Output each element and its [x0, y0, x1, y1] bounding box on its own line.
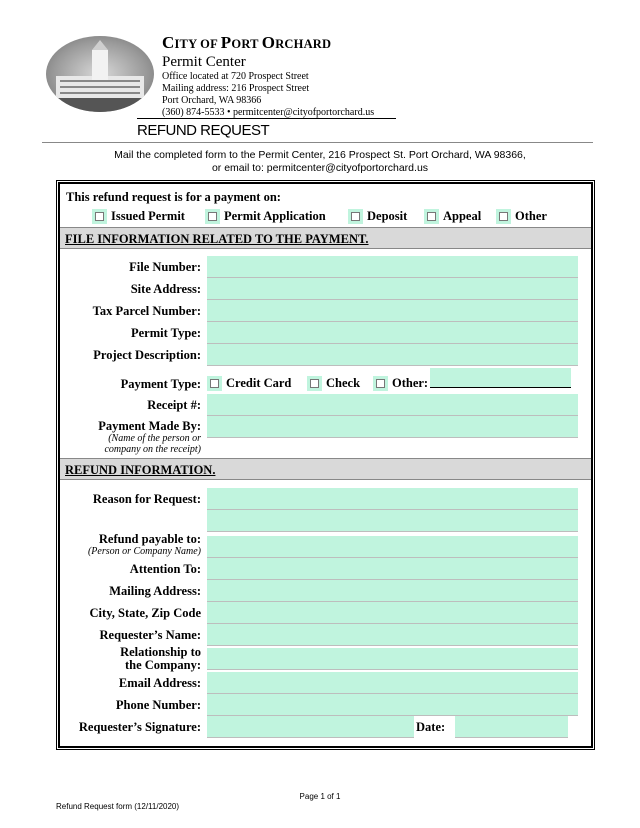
form-id: Refund Request form (12/11/2020) — [56, 802, 180, 811]
department-name: Permit Center — [162, 54, 246, 70]
receipt-field[interactable] — [207, 394, 578, 416]
signature-label: Requester’s Signature: — [78, 720, 201, 734]
instructions-line: Mail the completed form to the Permit Center, 216 Prospect St. Port Orchard, WA 98366, — [114, 149, 526, 161]
payment-type-label: Payment Type: — [120, 377, 201, 391]
payment-made-by-note: company on the receipt) — [104, 444, 201, 455]
project-description-field[interactable] — [207, 344, 578, 366]
mailing-address-field[interactable] — [207, 580, 578, 602]
email-field[interactable] — [207, 672, 578, 694]
city-name: CITY OF PORT ORCHARD — [162, 33, 332, 52]
refund-payable-note: (Person or Company Name) — [87, 546, 201, 557]
relationship-field[interactable] — [207, 648, 578, 670]
checkbox-icon — [424, 209, 439, 224]
signature-field[interactable] — [207, 716, 414, 738]
attention-to-field[interactable] — [207, 558, 578, 580]
title-rule — [42, 142, 593, 143]
permit-type-label: Permit Type: — [130, 326, 201, 340]
reason-label: Reason for Request: — [92, 492, 201, 506]
phone-field[interactable] — [207, 694, 578, 716]
mailing-address-label: Mailing Address: — [109, 584, 201, 598]
receipt-label: Receipt #: — [147, 398, 201, 412]
site-address-field[interactable] — [207, 278, 578, 300]
project-description-label: Project Description: — [93, 348, 201, 362]
instructions-line: or email to: permitcenter@cityofportorchard.us — [211, 162, 429, 174]
checkbox-icon — [373, 376, 388, 391]
checkbox-icon — [92, 209, 107, 224]
payment-made-by-field[interactable] — [207, 416, 578, 438]
checkbox-icon — [496, 209, 511, 224]
refund-payable-field[interactable] — [207, 536, 578, 558]
checkbox-icon — [207, 376, 222, 391]
tax-parcel-field[interactable] — [207, 300, 578, 322]
contact-line: (360) 874-5533 • permitcenter@cityofportorchard.us — [162, 107, 375, 118]
file-info-heading: FILE INFORMATION RELATED TO THE PAYMENT. — [65, 232, 369, 246]
checkbox-other[interactable]: Other — [496, 208, 547, 224]
email-label: Email Address: — [118, 676, 201, 690]
file-number-label: File Number: — [129, 260, 201, 274]
payment-for-question: This refund request is for a payment on: — [66, 190, 281, 204]
tax-parcel-label: Tax Parcel Number: — [92, 304, 201, 318]
attention-to-label: Attention To: — [129, 562, 201, 576]
instructions — [0, 149, 640, 175]
payment-made-by-note: (Name of the person or — [108, 433, 201, 444]
site-address-label: Site Address: — [130, 282, 201, 296]
page-number: Page 1 of 1 — [299, 792, 341, 801]
checkbox-payment-other[interactable]: Other: — [373, 375, 428, 391]
checkbox-permit-application[interactable]: Permit Application — [205, 208, 326, 224]
phone-label: Phone Number: — [115, 698, 201, 712]
city-seal-logo — [46, 36, 154, 112]
payment-made-by-label: Payment Made By: — [98, 419, 201, 433]
checkbox-icon — [348, 209, 363, 224]
date-field[interactable] — [455, 716, 568, 738]
checkbox-check[interactable]: Check — [307, 375, 360, 391]
refund-info-heading-band — [60, 458, 591, 480]
header-block — [162, 33, 374, 119]
relationship-label: Relationship to — [120, 645, 201, 659]
address-line: Mailing address: 216 Prospect Street — [162, 83, 310, 94]
file-info-heading-band — [60, 227, 591, 249]
requester-name-label: Requester’s Name: — [99, 628, 201, 642]
relationship-label-line2: the Company: — [124, 658, 201, 672]
city-state-zip-label: City, State, Zip Code — [89, 606, 201, 620]
refund-info-heading: REFUND INFORMATION. — [65, 463, 216, 477]
form-title: REFUND REQUEST — [137, 122, 270, 139]
checkbox-appeal[interactable]: Appeal — [424, 208, 481, 224]
payment-other-field[interactable] — [430, 368, 571, 388]
reason-field-1[interactable] — [207, 488, 578, 510]
city-state-zip-field[interactable] — [207, 602, 578, 624]
checkbox-credit-card[interactable]: Credit Card — [207, 375, 291, 391]
address-line: Port Orchard, WA 98366 — [162, 95, 262, 106]
date-label: Date: — [416, 720, 446, 734]
permit-type-field[interactable] — [207, 322, 578, 344]
address-line: Office located at 720 Prospect Street — [162, 71, 309, 82]
refund-payable-label: Refund payable to: — [98, 532, 201, 546]
checkbox-icon — [205, 209, 220, 224]
reason-field-2[interactable] — [207, 510, 578, 532]
requester-name-field[interactable] — [207, 624, 578, 646]
checkbox-icon — [307, 376, 322, 391]
checkbox-deposit[interactable]: Deposit — [348, 208, 407, 224]
checkbox-issued-permit[interactable]: Issued Permit — [92, 208, 185, 224]
file-number-field[interactable] — [207, 256, 578, 278]
header-rule — [137, 118, 396, 119]
